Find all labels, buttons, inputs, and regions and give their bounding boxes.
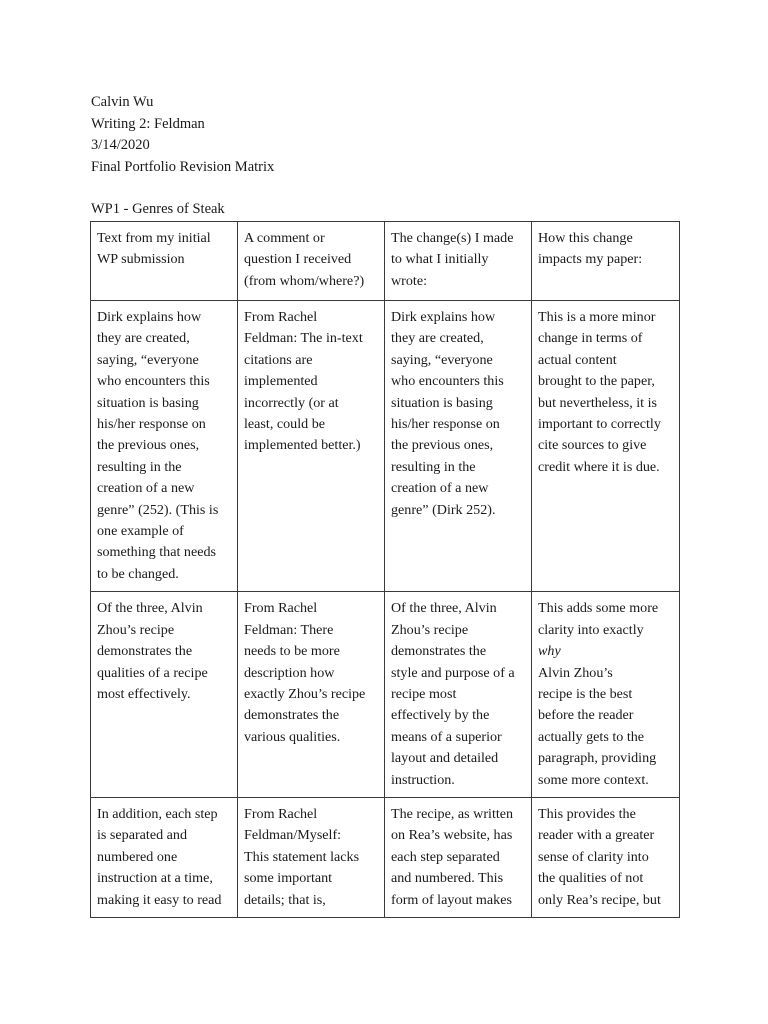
document-date: 3/14/2020 [91,137,150,153]
cell-text-line: and numbered. This [391,870,504,887]
cell-text-line: Of the three, Alvin [391,600,497,617]
cell-text-line: reader with a greater [538,827,655,844]
cell-text-line: the qualities of not [538,870,644,887]
cell-text-line: demonstrates the [244,707,340,724]
author-name: Calvin Wu [91,94,154,110]
cell-text-line: form of layout makes [391,891,512,908]
cell-text-line: his/her response on [391,416,500,433]
cell-text-line: some more context. [538,771,649,788]
cell-text-line: resulting in the [97,458,182,475]
cell-text-line: qualities of a recipe [97,664,208,681]
cell-text-line: genre” (Dirk 252). [391,501,496,518]
emphasis-why: why [538,643,561,660]
cell-text-line: implemented [244,373,318,390]
cell-text-line: only Rea’s recipe, but [538,891,661,908]
cell-text-line: implemented better.) [244,437,361,454]
cell-text-line: saying, “everyone [97,351,199,368]
cell-text-line: genre” (252). (This is [97,501,219,518]
cell-text-line: Dirk explains how [97,309,202,325]
cell-text-line: recipe is the best [538,685,633,702]
cell-initial-text [91,797,238,917]
cell-text-line: Dirk explains how [391,309,496,325]
cell-text-line: saying, “everyone [391,351,493,368]
cell-text-line: sense of clarity into [538,848,649,865]
cell-text-line: one example of [97,523,184,540]
cell-text-line: who encounters this [391,373,504,390]
header-cell-impact [532,222,680,301]
cell-text-line: resulting in the [391,458,476,475]
cell-text-line: exactly Zhou’s recipe [244,685,366,702]
cell-comment [238,592,385,798]
cell-comment [238,301,385,592]
cell-text-line: instruction at a time, [97,870,213,887]
cell-text-line: Feldman: There [244,621,334,638]
cell-text-line: This adds some more [538,600,659,617]
cell-text-line: paragraph, providing [538,750,657,767]
table-row [91,797,680,917]
cell-initial-text [91,301,238,592]
cell-text-line: demonstrates the [97,643,193,660]
cell-text-line: needs to be more [244,643,340,660]
cell-text-line: Feldman: The in-text [244,330,363,347]
cell-text-line: effectively by the [391,707,490,724]
cell-text-line: citations are [244,351,313,368]
cell-impact [532,797,680,917]
cell-text-line: From Rachel [244,309,318,325]
cell-text-line: change in terms of [538,330,643,347]
cell-comment [238,797,385,917]
cell-text-line: creation of a new [391,480,489,497]
cell-text-line: most effectively. [97,685,191,702]
header-cell-initial-text [91,222,238,301]
cell-text-line: means of a superior [391,728,502,745]
cell-impact [532,592,680,798]
header-text-line: question I received [244,251,352,268]
emphasis-rest: Alvin Zhou’s [538,664,613,681]
header-cell-comment [238,222,385,301]
header-text-line: wrote: [391,272,428,289]
cell-text-line: From Rachel [244,805,318,822]
header-text-line: How this change [538,230,633,246]
cell-text-line: From Rachel [244,600,318,617]
cell-text-line: on Rea’s website, has [391,827,513,844]
cell-text-line: the previous ones, [391,437,494,454]
cell-text-line: situation is basing [97,394,199,411]
cell-text-line: making it easy to read [97,891,222,908]
cell-changes [385,592,532,798]
cell-text-line: something that needs [97,544,216,561]
cell-text-line: recipe most [391,685,457,702]
cell-text-line: but nevertheless, it is [538,394,657,411]
cell-text-line: details; that is, [244,891,326,908]
cell-text-line: to be changed. [97,565,179,582]
cell-text-line: before the reader [538,707,634,724]
cell-text-line: is separated and [97,827,188,844]
document-title: Final Portfolio Revision Matrix [91,158,275,175]
cell-text-line: The recipe, as written [391,805,514,822]
header-text-line: (from whom/where?) [244,272,365,289]
header-text-line: A comment or [244,230,325,246]
cell-impact [532,301,680,592]
cell-text-line: least, could be [244,416,326,433]
cell-text-line: important to correctly [538,416,661,433]
cell-text-line: actually gets to the [538,728,645,745]
table-row [91,592,680,798]
cell-text-line: creation of a new [97,480,195,497]
header-text-line: Text from my initial [97,230,211,246]
cell-text-line: This statement lacks [244,848,360,865]
cell-changes [385,301,532,592]
header-text-line: impacts my paper: [538,251,643,268]
cell-text-line: instruction. [391,771,455,788]
cell-text-line: cite sources to give [538,437,647,454]
cell-text-line: layout and detailed [391,750,499,767]
cell-text-line: his/her response on [97,416,206,433]
revision-matrix-table [90,221,680,918]
cell-text-line: situation is basing [391,394,493,411]
cell-text-line: brought to the paper, [538,373,655,390]
cell-text-line: In addition, each step [97,805,218,822]
header-cell-changes [385,222,532,301]
cell-text-line: Zhou’s recipe [97,621,175,638]
cell-text-line: who encounters this [97,373,210,390]
cell-text-line: each step separated [391,848,500,865]
cell-text-line: credit where it is due. [538,458,660,475]
cell-text-line: actual content [538,351,617,368]
table-header-row [91,222,680,301]
cell-text-line: style and purpose of a [391,664,515,681]
cell-text-line: Feldman/Myself: [244,827,342,844]
cell-text-line: they are created, [391,330,484,347]
cell-text-line: demonstrates the [391,643,487,660]
cell-changes [385,797,532,917]
cell-text-line: they are created, [97,330,190,347]
header-text-line: to what I initially [391,251,489,268]
cell-text-line: This provides the [538,805,636,822]
header-text-line: The change(s) I made [391,230,514,246]
cell-text-line: Of the three, Alvin [97,600,203,617]
cell-text-line: some important [244,870,333,887]
cell-text-line: the previous ones, [97,437,200,454]
header-text-line: WP submission [97,251,185,268]
cell-text-line: incorrectly (or at [244,394,339,411]
cell-initial-text [91,592,238,798]
table-row [91,301,680,592]
cell-text-line: numbered one [97,848,178,865]
document-header [91,92,274,178]
cell-text-line: description how [244,664,335,681]
cell-text-line: various qualities. [244,728,341,745]
cell-text-line: This is a more minor [538,309,656,325]
course-name: Writing 2: Feldman [91,115,205,132]
cell-text-line [538,641,675,684]
cell-text-line: Zhou’s recipe [391,621,469,638]
cell-text-line: clarity into exactly [538,621,644,638]
section-title: WP1 - Genres of Steak [91,201,225,217]
